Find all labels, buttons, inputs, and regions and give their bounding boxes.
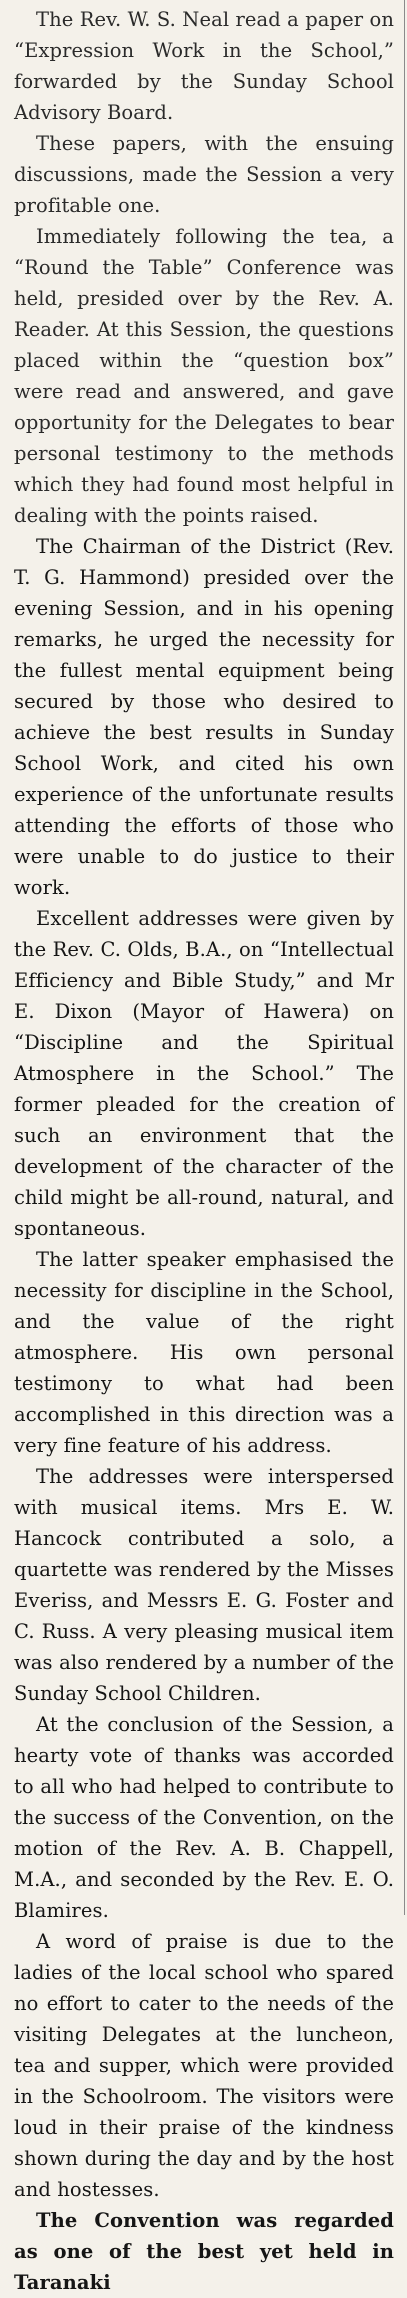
paragraph-addresses: Excellent addresses were given by the Rev. C. Olds, B.A., on “Intellectual Efficiency and Bible Study,” and Mr E. Dixon (Mayor of Hawera) on “Discipline and the Spiritual Atmosphere in the School.” The former pleaded for the creation of such an environment that the development of the character of the child might be all-round, natural, and spontaneous. [14,907,394,1240]
column-rule [404,0,405,1915]
paragraph-round-table: Immediately following the tea, a “Round the Table” Conference was held, presided over by the Rev. A. Reader. At this Session, the questions placed within the “question box” were read and answered, and gave opportunity for the Delegates to bear personal testimony to the methods which they had found most helpful in dealing with the points raised. [14,225,394,527]
paragraph-latter-speaker: The latter speaker emphasised the necessity for discipline in the School, and the value of the right atmosphere. His own personal testimony to what had been accomplished in this direction was a very fine feature of his address. [14,1248,394,1457]
paragraph-musical-items: The addresses were interspersed with musical items. Mrs E. W. Hancock contributed a solo, a quartette was rendered by the Misses Everiss, and Messrs E. G. Foster and C. Russ. A very pleasing musical item was also rendered by a number of the Sunday School Children. [14,1465,394,1705]
article-column [14,4,394,2298]
paragraph-convention-regarded: The Convention was regarded as one of the best yet held in Taranaki [14,2209,394,2294]
paragraph-neal-paper: The Rev. W. S. Neal read a paper on “Expression Work in the School,” forwarded by the Sunday School Advisory Board. [14,8,394,124]
paragraph-chairman: The Chairman of the District (Rev. T. G. Hammond) presided over the evening Session, and in his opening remarks, he urged the necessity for the fullest mental equipment being secured by those who desired to achieve the best results in Sunday School Work, and cited his own experience of the unfortunate results attending the efforts of those who were unable to do justice to their work. [14,535,394,899]
paragraph-vote-of-thanks: At the conclusion of the Session, a hearty vote of thanks was accorded to all who had helped to contribute to the success of the Convention, on the motion of the Rev. A. B. Chappell, M.A., and seconded by the Rev. E. O. Blamires. [14,1713,394,1922]
paragraph-papers-discussion: These papers, with the ensuing discussions, made the Session a very profitable one. [14,132,394,217]
paragraph-word-of-praise: A word of praise is due to the ladies of the local school who spared no effort to cater to the needs of the visiting Delegates at the luncheon, tea and supper, which were provided in the Schoolroom. The visitors were loud in their praise of the kindness shown during the day and by the host and hostesses. [14,1930,394,2201]
